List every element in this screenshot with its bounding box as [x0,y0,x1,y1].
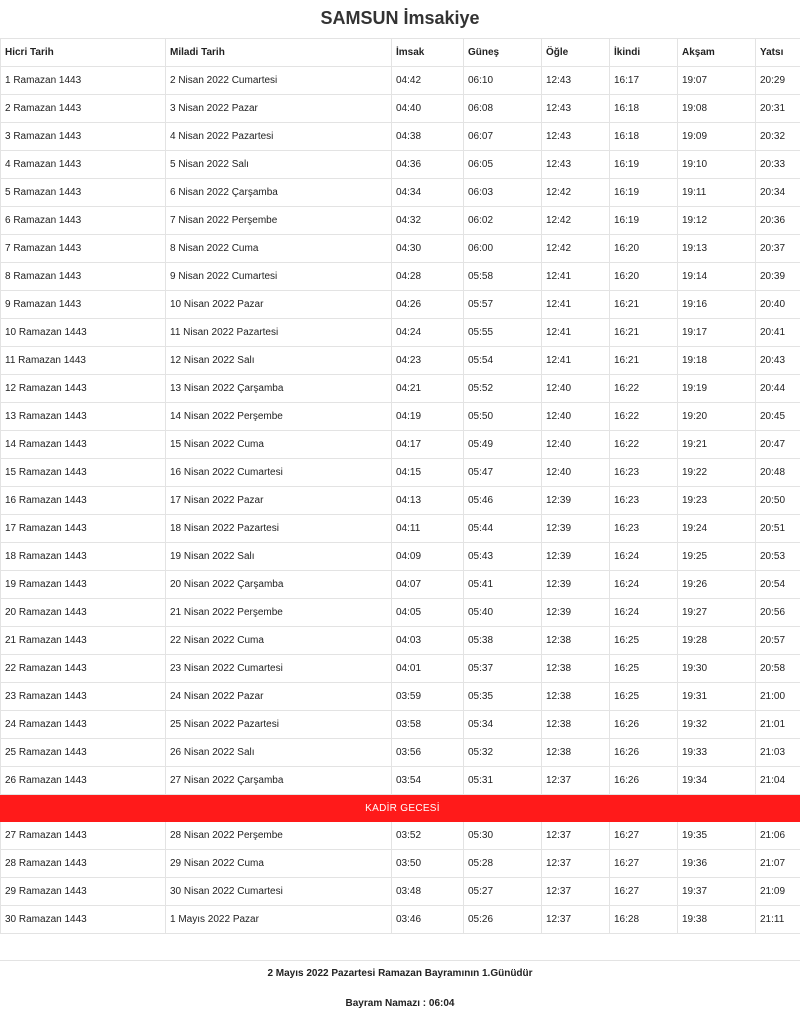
cell-yatsi: 20:48 [756,459,800,487]
header-hicri-tarih: Hicri Tarih [1,39,166,67]
cell-aksam: 19:35 [678,822,756,850]
cell-ogle: 12:42 [542,179,610,207]
cell-ogle: 12:39 [542,543,610,571]
cell-gunes: 05:49 [464,431,542,459]
table-row [1,459,800,487]
cell-ikindi: 16:24 [610,599,678,627]
cell-yatsi: 20:54 [756,571,800,599]
cell-ikindi: 16:25 [610,655,678,683]
cell-aksam: 19:31 [678,683,756,711]
cell-aksam: 19:28 [678,627,756,655]
cell-imsak: 04:28 [392,263,464,291]
cell-yatsi: 20:44 [756,375,800,403]
cell-gunes: 05:30 [464,822,542,850]
cell-miladi-tarih: 29 Nisan 2022 Cuma [166,850,392,878]
cell-miladi-tarih: 24 Nisan 2022 Pazar [166,683,392,711]
cell-ikindi: 16:26 [610,739,678,767]
cell-ogle: 12:43 [542,67,610,95]
cell-yatsi: 20:43 [756,347,800,375]
cell-miladi-tarih: 28 Nisan 2022 Perşembe [166,822,392,850]
cell-miladi-tarih: 10 Nisan 2022 Pazar [166,291,392,319]
cell-gunes: 05:52 [464,375,542,403]
table-row [1,235,800,263]
table-row [1,263,800,291]
header-ogle: Öğle [542,39,610,67]
cell-miladi-tarih: 9 Nisan 2022 Cumartesi [166,263,392,291]
cell-yatsi: 20:32 [756,123,800,151]
table-row [1,627,800,655]
cell-ogle: 12:43 [542,151,610,179]
table-row [1,683,800,711]
cell-imsak: 04:03 [392,627,464,655]
cell-miladi-tarih: 27 Nisan 2022 Çarşamba [166,767,392,795]
cell-ikindi: 16:18 [610,95,678,123]
cell-aksam: 19:30 [678,655,756,683]
cell-aksam: 19:13 [678,235,756,263]
cell-ikindi: 16:23 [610,487,678,515]
cell-yatsi: 21:00 [756,683,800,711]
cell-hicri-tarih: 21 Ramazan 1443 [1,627,166,655]
cell-ogle: 12:37 [542,906,610,934]
cell-ikindi: 16:21 [610,319,678,347]
cell-imsak: 04:40 [392,95,464,123]
cell-aksam: 19:20 [678,403,756,431]
cell-yatsi: 20:47 [756,431,800,459]
cell-hicri-tarih: 7 Ramazan 1443 [1,235,166,263]
cell-yatsi: 21:01 [756,711,800,739]
cell-miladi-tarih: 20 Nisan 2022 Çarşamba [166,571,392,599]
cell-hicri-tarih: 3 Ramazan 1443 [1,123,166,151]
cell-ikindi: 16:27 [610,850,678,878]
cell-ogle: 12:38 [542,711,610,739]
cell-miladi-tarih: 5 Nisan 2022 Salı [166,151,392,179]
header-miladi-tarih: Miladi Tarih [166,39,392,67]
cell-ikindi: 16:28 [610,906,678,934]
cell-miladi-tarih: 17 Nisan 2022 Pazar [166,487,392,515]
kadir-gecesi-row [1,795,800,822]
table-row [1,291,800,319]
cell-miladi-tarih: 14 Nisan 2022 Perşembe [166,403,392,431]
cell-hicri-tarih: 29 Ramazan 1443 [1,878,166,906]
cell-yatsi: 20:29 [756,67,800,95]
cell-hicri-tarih: 28 Ramazan 1443 [1,850,166,878]
cell-yatsi: 21:04 [756,767,800,795]
cell-yatsi: 20:57 [756,627,800,655]
cell-ogle: 12:39 [542,487,610,515]
table-row [1,655,800,683]
cell-hicri-tarih: 8 Ramazan 1443 [1,263,166,291]
cell-gunes: 05:44 [464,515,542,543]
header-gunes: Güneş [464,39,542,67]
cell-hicri-tarih: 15 Ramazan 1443 [1,459,166,487]
cell-aksam: 19:36 [678,850,756,878]
cell-ogle: 12:41 [542,347,610,375]
cell-hicri-tarih: 25 Ramazan 1443 [1,739,166,767]
cell-ogle: 12:38 [542,683,610,711]
cell-ogle: 12:43 [542,123,610,151]
bayram-namazi: Bayram Namazı : 06:04 [345,998,455,1009]
cell-ikindi: 16:19 [610,151,678,179]
cell-yatsi: 21:09 [756,878,800,906]
cell-ikindi: 16:24 [610,571,678,599]
header-yatsi: Yatsı [756,39,800,67]
imsakiye-table [0,38,800,934]
cell-imsak: 04:23 [392,347,464,375]
cell-imsak: 04:07 [392,571,464,599]
cell-imsak: 04:38 [392,123,464,151]
cell-yatsi: 21:06 [756,822,800,850]
cell-aksam: 19:17 [678,319,756,347]
header-ikindi: İkindi [610,39,678,67]
cell-gunes: 05:55 [464,319,542,347]
cell-hicri-tarih: 23 Ramazan 1443 [1,683,166,711]
header-row [1,39,800,67]
cell-yatsi: 20:58 [756,655,800,683]
cell-yatsi: 20:31 [756,95,800,123]
cell-miladi-tarih: 21 Nisan 2022 Perşembe [166,599,392,627]
cell-aksam: 19:07 [678,67,756,95]
cell-gunes: 05:32 [464,739,542,767]
cell-hicri-tarih: 5 Ramazan 1443 [1,179,166,207]
table-row [1,906,800,934]
cell-ikindi: 16:26 [610,767,678,795]
cell-gunes: 05:41 [464,571,542,599]
cell-ogle: 12:38 [542,655,610,683]
cell-hicri-tarih: 18 Ramazan 1443 [1,543,166,571]
cell-aksam: 19:32 [678,711,756,739]
cell-hicri-tarih: 1 Ramazan 1443 [1,67,166,95]
cell-ogle: 12:40 [542,375,610,403]
cell-miladi-tarih: 12 Nisan 2022 Salı [166,347,392,375]
cell-ogle: 12:39 [542,515,610,543]
cell-hicri-tarih: 13 Ramazan 1443 [1,403,166,431]
cell-yatsi: 20:39 [756,263,800,291]
cell-ikindi: 16:18 [610,123,678,151]
cell-ikindi: 16:25 [610,683,678,711]
cell-miladi-tarih: 8 Nisan 2022 Cuma [166,235,392,263]
cell-ogle: 12:38 [542,739,610,767]
cell-ikindi: 16:26 [610,711,678,739]
cell-hicri-tarih: 11 Ramazan 1443 [1,347,166,375]
cell-imsak: 03:48 [392,878,464,906]
table-row [1,878,800,906]
cell-hicri-tarih: 19 Ramazan 1443 [1,571,166,599]
cell-hicri-tarih: 16 Ramazan 1443 [1,487,166,515]
page-title: SAMSUN İmsakiye [320,8,480,28]
cell-ogle: 12:41 [542,319,610,347]
cell-gunes: 05:28 [464,850,542,878]
table-row [1,822,800,850]
cell-gunes: 06:08 [464,95,542,123]
cell-aksam: 19:19 [678,375,756,403]
table-row [1,767,800,795]
cell-imsak: 03:59 [392,683,464,711]
cell-hicri-tarih: 6 Ramazan 1443 [1,207,166,235]
cell-ogle: 12:37 [542,850,610,878]
cell-imsak: 04:05 [392,599,464,627]
table-row [1,319,800,347]
cell-ogle: 12:37 [542,767,610,795]
cell-imsak: 04:32 [392,207,464,235]
cell-miladi-tarih: 4 Nisan 2022 Pazartesi [166,123,392,151]
cell-yatsi: 20:45 [756,403,800,431]
cell-hicri-tarih: 30 Ramazan 1443 [1,906,166,934]
table-row [1,123,800,151]
cell-imsak: 04:26 [392,291,464,319]
cell-aksam: 19:10 [678,151,756,179]
cell-hicri-tarih: 20 Ramazan 1443 [1,599,166,627]
cell-ikindi: 16:22 [610,403,678,431]
cell-ikindi: 16:19 [610,207,678,235]
cell-aksam: 19:24 [678,515,756,543]
cell-miladi-tarih: 18 Nisan 2022 Pazartesi [166,515,392,543]
table-body [1,67,800,795]
spacer [0,934,800,960]
cell-ikindi: 16:21 [610,347,678,375]
cell-yatsi: 20:36 [756,207,800,235]
cell-imsak: 04:13 [392,487,464,515]
table-row [1,543,800,571]
table-row [1,179,800,207]
cell-ogle: 12:42 [542,235,610,263]
cell-gunes: 05:37 [464,655,542,683]
cell-imsak: 04:21 [392,375,464,403]
cell-miladi-tarih: 26 Nisan 2022 Salı [166,739,392,767]
cell-imsak: 04:09 [392,543,464,571]
cell-ogle: 12:41 [542,263,610,291]
cell-yatsi: 21:11 [756,906,800,934]
cell-aksam: 19:08 [678,95,756,123]
cell-ogle: 12:41 [542,291,610,319]
table-row [1,850,800,878]
table-row [1,151,800,179]
cell-ogle: 12:40 [542,459,610,487]
cell-ogle: 12:40 [542,431,610,459]
cell-hicri-tarih: 22 Ramazan 1443 [1,655,166,683]
cell-imsak: 04:01 [392,655,464,683]
cell-aksam: 19:12 [678,207,756,235]
cell-gunes: 05:46 [464,487,542,515]
cell-gunes: 05:54 [464,347,542,375]
cell-ogle: 12:39 [542,599,610,627]
cell-imsak: 03:46 [392,906,464,934]
cell-miladi-tarih: 19 Nisan 2022 Salı [166,543,392,571]
cell-imsak: 04:15 [392,459,464,487]
cell-aksam: 19:33 [678,739,756,767]
table-row [1,431,800,459]
cell-aksam: 19:14 [678,263,756,291]
cell-imsak: 04:34 [392,179,464,207]
cell-gunes: 05:34 [464,711,542,739]
cell-ogle: 12:39 [542,571,610,599]
cell-ikindi: 16:27 [610,822,678,850]
table-row [1,515,800,543]
cell-hicri-tarih: 24 Ramazan 1443 [1,711,166,739]
cell-ikindi: 16:20 [610,235,678,263]
cell-ikindi: 16:17 [610,67,678,95]
cell-ogle: 12:43 [542,95,610,123]
cell-yatsi: 20:56 [756,599,800,627]
cell-ogle: 12:42 [542,207,610,235]
cell-yatsi: 20:37 [756,235,800,263]
cell-ikindi: 16:22 [610,375,678,403]
cell-gunes: 05:43 [464,543,542,571]
cell-imsak: 03:56 [392,739,464,767]
cell-ikindi: 16:23 [610,459,678,487]
cell-gunes: 05:47 [464,459,542,487]
cell-ikindi: 16:22 [610,431,678,459]
cell-imsak: 03:52 [392,822,464,850]
cell-miladi-tarih: 7 Nisan 2022 Perşembe [166,207,392,235]
cell-miladi-tarih: 30 Nisan 2022 Cumartesi [166,878,392,906]
cell-aksam: 19:09 [678,123,756,151]
cell-miladi-tarih: 2 Nisan 2022 Cumartesi [166,67,392,95]
cell-ogle: 12:40 [542,403,610,431]
cell-ikindi: 16:25 [610,627,678,655]
cell-hicri-tarih: 10 Ramazan 1443 [1,319,166,347]
footer [0,960,800,1009]
cell-hicri-tarih: 2 Ramazan 1443 [1,95,166,123]
cell-gunes: 06:03 [464,179,542,207]
cell-hicri-tarih: 4 Ramazan 1443 [1,151,166,179]
cell-imsak: 04:24 [392,319,464,347]
cell-ikindi: 16:19 [610,179,678,207]
cell-yatsi: 20:50 [756,487,800,515]
cell-ogle: 12:38 [542,627,610,655]
cell-imsak: 04:17 [392,431,464,459]
cell-yatsi: 20:33 [756,151,800,179]
table-row [1,739,800,767]
cell-miladi-tarih: 3 Nisan 2022 Pazar [166,95,392,123]
cell-hicri-tarih: 9 Ramazan 1443 [1,291,166,319]
cell-hicri-tarih: 26 Ramazan 1443 [1,767,166,795]
cell-yatsi: 21:07 [756,850,800,878]
cell-imsak: 03:58 [392,711,464,739]
cell-hicri-tarih: 17 Ramazan 1443 [1,515,166,543]
cell-gunes: 05:58 [464,263,542,291]
cell-yatsi: 20:34 [756,179,800,207]
cell-gunes: 05:50 [464,403,542,431]
table-row [1,711,800,739]
cell-gunes: 05:27 [464,878,542,906]
cell-miladi-tarih: 25 Nisan 2022 Pazartesi [166,711,392,739]
cell-miladi-tarih: 16 Nisan 2022 Cumartesi [166,459,392,487]
cell-yatsi: 21:03 [756,739,800,767]
cell-miladi-tarih: 11 Nisan 2022 Pazartesi [166,319,392,347]
cell-gunes: 05:31 [464,767,542,795]
header-aksam: Akşam [678,39,756,67]
table-row [1,207,800,235]
cell-imsak: 04:11 [392,515,464,543]
cell-aksam: 19:38 [678,906,756,934]
cell-imsak: 03:50 [392,850,464,878]
cell-hicri-tarih: 12 Ramazan 1443 [1,375,166,403]
table-body-after [1,822,800,934]
cell-miladi-tarih: 22 Nisan 2022 Cuma [166,627,392,655]
cell-aksam: 19:21 [678,431,756,459]
table-row [1,571,800,599]
cell-miladi-tarih: 6 Nisan 2022 Çarşamba [166,179,392,207]
cell-hicri-tarih: 27 Ramazan 1443 [1,822,166,850]
cell-gunes: 06:05 [464,151,542,179]
cell-ikindi: 16:23 [610,515,678,543]
cell-ikindi: 16:20 [610,263,678,291]
cell-ikindi: 16:24 [610,543,678,571]
cell-aksam: 19:25 [678,543,756,571]
cell-miladi-tarih: 23 Nisan 2022 Cumartesi [166,655,392,683]
cell-aksam: 19:27 [678,599,756,627]
cell-ikindi: 16:21 [610,291,678,319]
cell-miladi-tarih: 13 Nisan 2022 Çarşamba [166,375,392,403]
cell-gunes: 05:38 [464,627,542,655]
cell-yatsi: 20:40 [756,291,800,319]
cell-imsak: 04:42 [392,67,464,95]
cell-miladi-tarih: 15 Nisan 2022 Cuma [166,431,392,459]
cell-gunes: 06:10 [464,67,542,95]
cell-aksam: 19:34 [678,767,756,795]
table-row [1,403,800,431]
cell-gunes: 05:40 [464,599,542,627]
cell-yatsi: 20:51 [756,515,800,543]
table-row [1,375,800,403]
cell-aksam: 19:11 [678,179,756,207]
cell-gunes: 05:26 [464,906,542,934]
cell-gunes: 06:02 [464,207,542,235]
cell-yatsi: 20:53 [756,543,800,571]
header-imsak: İmsak [392,39,464,67]
table-row [1,487,800,515]
cell-aksam: 19:37 [678,878,756,906]
cell-miladi-tarih: 1 Mayıs 2022 Pazar [166,906,392,934]
cell-ikindi: 16:27 [610,878,678,906]
cell-aksam: 19:26 [678,571,756,599]
table-row [1,347,800,375]
cell-hicri-tarih: 14 Ramazan 1443 [1,431,166,459]
bayram-note: 2 Mayıs 2022 Pazartesi Ramazan Bayramının 1.Günüdür [267,968,533,979]
cell-imsak: 04:30 [392,235,464,263]
table-row [1,95,800,123]
kadir-gecesi-label: KADİR GECESİ [1,795,800,822]
cell-aksam: 19:16 [678,291,756,319]
cell-gunes: 05:57 [464,291,542,319]
cell-gunes: 05:35 [464,683,542,711]
cell-imsak: 04:36 [392,151,464,179]
cell-yatsi: 20:41 [756,319,800,347]
cell-aksam: 19:23 [678,487,756,515]
cell-imsak: 03:54 [392,767,464,795]
cell-gunes: 06:07 [464,123,542,151]
cell-imsak: 04:19 [392,403,464,431]
cell-ogle: 12:37 [542,822,610,850]
cell-gunes: 06:00 [464,235,542,263]
table-row [1,67,800,95]
cell-ogle: 12:37 [542,878,610,906]
cell-aksam: 19:22 [678,459,756,487]
table-row [1,599,800,627]
cell-aksam: 19:18 [678,347,756,375]
